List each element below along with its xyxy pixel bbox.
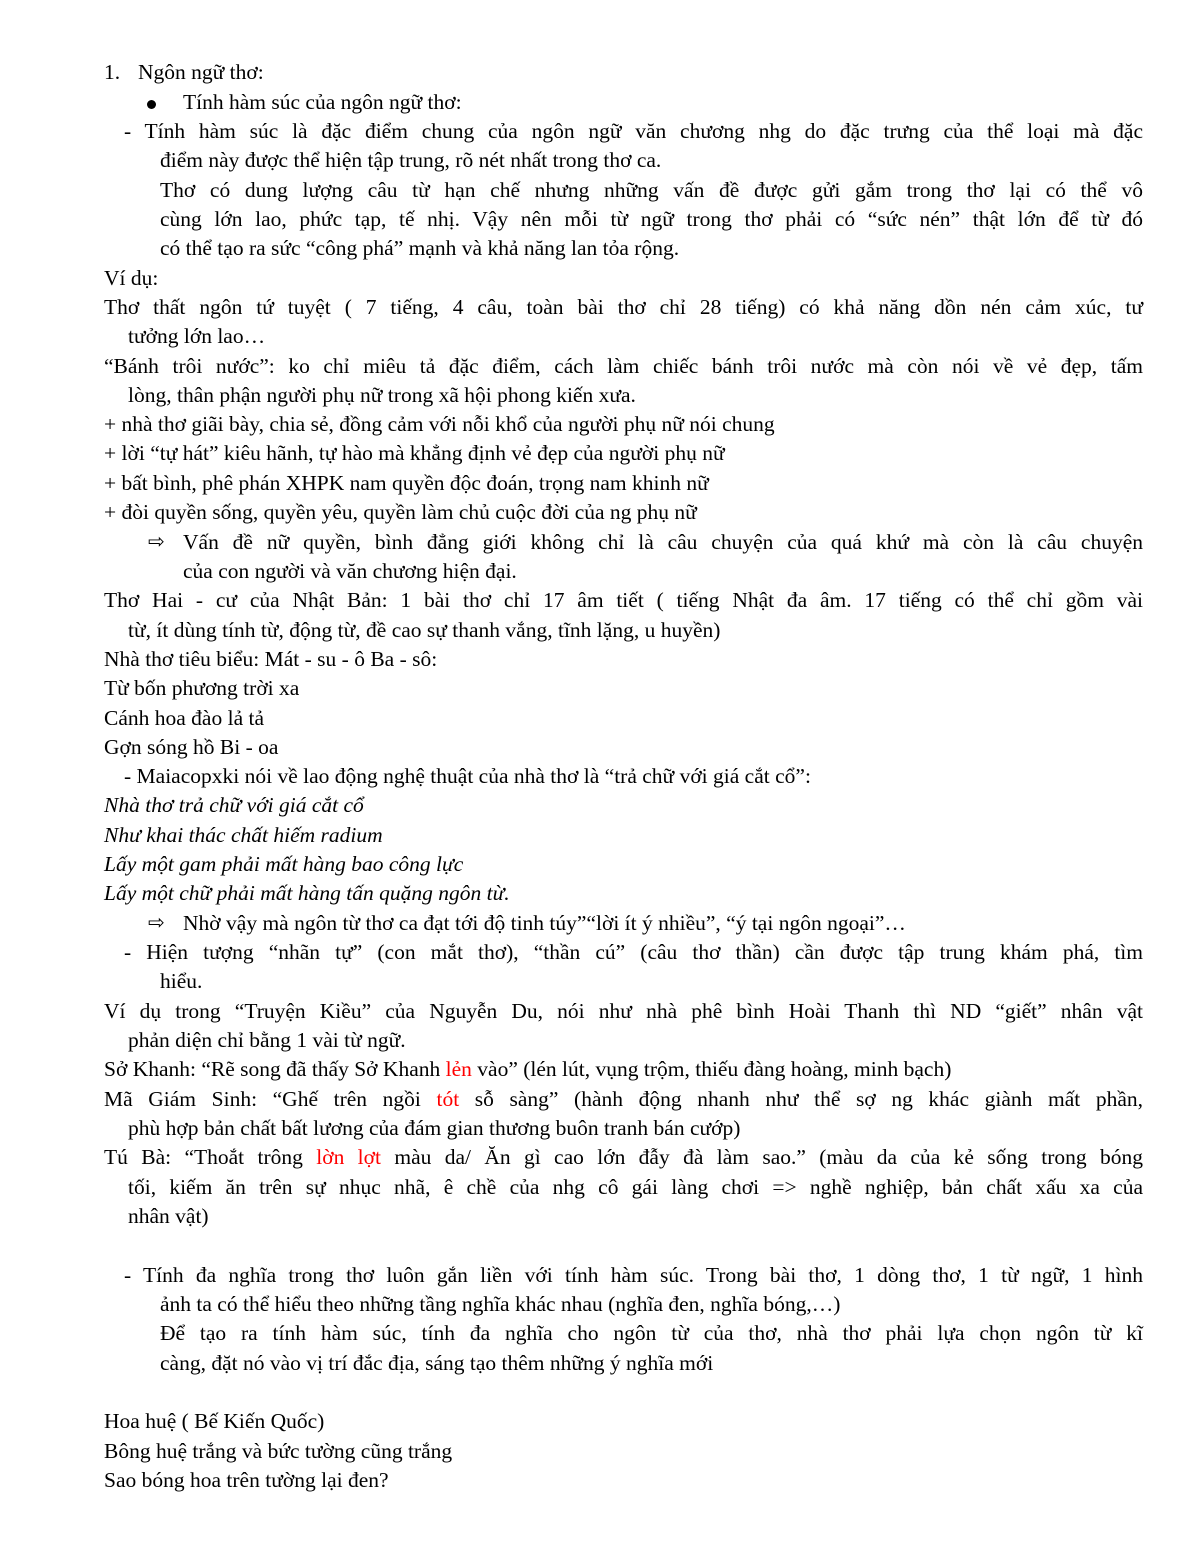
paragraph-line: ảnh ta có thể hiểu theo những tầng nghĩa khác nhau (nghĩa đen, nghĩa bóng,…) [160, 1292, 841, 1316]
paragraph-line: - Hiện tượng “nhãn tự” (con mắt thơ), “thần cú” (câu thơ thần) cần được tập trung khám phá, tìm [124, 940, 1143, 964]
example-ma-giam-sinh [104, 1085, 1143, 1114]
conclusion-line: Vấn đề nữ quyền, bình đẳng giới không chỉ là câu chuyện của quá khứ mà còn là câu chuyện [183, 530, 1143, 554]
text-run: vào” (lén lút, vụng trộm, thiếu đàng hoàng, minh bạch) [471, 1057, 952, 1081]
double-arrow-icon: ⇨ [148, 531, 165, 553]
list-item: + bất bình, phê phán XHPK nam quyền độc đoán, trọng nam khinh nữ [104, 471, 709, 495]
paragraph-line: nhân vật) [128, 1204, 209, 1228]
highlight-word: tót [436, 1087, 460, 1111]
heading-number: 1. [104, 60, 121, 84]
text-run: Tú Bà: “Thoắt trông [104, 1145, 317, 1169]
poem-line: Cánh hoa đào lả tả [104, 706, 265, 730]
paragraph-line: có thể tạo ra sức “công phá” mạnh và khả năng lan tỏa rộng. [160, 236, 680, 260]
list-item: + đòi quyền sống, quyền yêu, quyền làm chủ cuộc đời của ng phụ nữ [104, 500, 697, 524]
poem-line: Sao bóng hoa trên tường lại đen? [104, 1468, 389, 1492]
text-run: sỗ sàng” (hành động nhanh như thể sợ ng khác giành mất phần, [459, 1087, 1143, 1111]
subheading-text: Tính hàm súc của ngôn ngữ thơ: [183, 90, 462, 114]
bullet-icon [147, 100, 156, 109]
paragraph-line: - Maiacopxki nói về lao động nghệ thuật của nhà thơ là “trả chữ với giá cắt cổ”: [124, 764, 811, 788]
text-run: màu da/ Ăn gì cao lớn đẫy đà làm sao.” (màu da của kẻ sống trong bóng [381, 1145, 1143, 1169]
paragraph-line: - Tính hàm súc là đặc điểm chung của ngôn ngữ văn chương nhg do đặc trưng của thể loại mà đặc [124, 119, 1143, 143]
paragraph-line: càng, đặt nó vào vị trí đắc địa, sáng tạo thêm những ý nghĩa mới [160, 1351, 714, 1375]
paragraph-line: hiểu. [160, 969, 203, 993]
text-run: Sở Khanh: “Rẽ song đã thấy Sở Khanh [104, 1057, 446, 1081]
poem-line: Lấy một chữ phải mất hàng tấn quặng ngôn từ. [104, 881, 510, 905]
paragraph-line: điểm này được thể hiện tập trung, rõ nét nhất trong thơ ca. [160, 148, 662, 172]
paragraph-line: Thơ thất ngôn tứ tuyệt ( 7 tiếng, 4 câu, toàn bài thơ chỉ 28 tiếng) có khả năng dồn nén cảm xúc, tư [104, 295, 1143, 319]
poem-line: Lấy một gam phải mất hàng bao công lực [104, 852, 464, 876]
example-so-khanh [104, 1055, 1200, 1084]
paragraph-line: “Bánh trôi nước”: ko chỉ miêu tả đặc điểm, cách làm chiếc bánh trôi nước mà còn nói về vẻ đẹp, tấm [104, 354, 1143, 378]
highlight-word: lẻn [445, 1057, 472, 1081]
paragraph-line: lòng, thân phận người phụ nữ trong xã hội phong kiến xưa. [128, 383, 636, 407]
paragraph-line: phù hợp bản chất bất lương của đám gian thương buôn tranh bán cướp) [128, 1116, 741, 1140]
heading-text: Ngôn ngữ thơ: [138, 60, 264, 84]
example-label: Ví dụ: [104, 266, 159, 290]
poem-line: Từ bốn phương trời xa [104, 676, 300, 700]
conclusion-line: Nhờ vậy mà ngôn từ thơ ca đạt tới độ tinh túy”“lời ít ý nhiều”, “ý tại ngôn ngoại”… [183, 911, 906, 935]
list-item: + nhà thơ giãi bày, chia sẻ, đồng cảm với nỗi khổ của người phụ nữ nói chung [104, 412, 775, 436]
paragraph-line: tối, kiếm ăn trên sự nhục nhã, ê chề của nhg cô gái làng chơi => nghề nghiệp, bản chất xấu xa của [128, 1175, 1143, 1199]
paragraph-line: Để tạo ra tính hàm súc, tính đa nghĩa cho ngôn từ của thơ, nhà thơ phải lựa chọn ngôn từ kĩ [160, 1321, 1143, 1345]
poem-line: Nhà thơ trả chữ với giá cắt cổ [104, 793, 364, 817]
paragraph-line: Thơ có dung lượng câu từ hạn chế nhưng những vấn đề được gửi gắm trong thơ lại có thể vô [160, 178, 1143, 202]
highlight-word: lờn lợt [316, 1145, 381, 1169]
poem-line: Như khai thác chất hiếm radium [104, 823, 383, 847]
example-tu-ba [104, 1143, 1143, 1172]
poem-title: Hoa huệ ( Bế Kiến Quốc) [104, 1409, 325, 1433]
poem-line: Bông huệ trắng và bức tường cũng trắng [104, 1439, 453, 1463]
double-arrow-icon: ⇨ [148, 912, 165, 934]
paragraph-line: tưởng lớn lao… [128, 324, 266, 348]
text-run: Mã Giám Sinh: “Ghế trên ngồi [104, 1087, 437, 1111]
paragraph-line: từ, ít dùng tính từ, động từ, đề cao sự thanh vắng, tĩnh lặng, u huyền) [128, 618, 721, 642]
conclusion-line: của con người và văn chương hiện đại. [183, 559, 517, 583]
poem-line: Gợn sóng hồ Bi - oa [104, 735, 279, 759]
list-item: + lời “tự hát” kiêu hãnh, tự hào mà khẳng định vẻ đẹp của người phụ nữ [104, 441, 725, 465]
paragraph-line: - Tính đa nghĩa trong thơ luôn gắn liền với tính hàm súc. Trong bài thơ, 1 dòng thơ, 1 từ ngữ, 1 hình [124, 1263, 1143, 1287]
paragraph-line: cùng lớn lao, phức tạp, tế nhị. Vậy nên mỗi từ ngữ trong thơ phải có “sức nén” thật lớn để từ đó [160, 207, 1143, 231]
paragraph-line: phản diện chỉ bằng 1 vài từ ngữ. [128, 1028, 406, 1052]
paragraph-line: Thơ Hai - cư của Nhật Bản: 1 bài thơ chỉ 17 âm tiết ( tiếng Nhật đa âm. 17 tiếng có thể chỉ gồm vài [104, 588, 1143, 612]
paragraph-line: Ví dụ trong “Truyện Kiều” của Nguyễn Du, nói như nhà phê bình Hoài Thanh thì ND “giết” nhân vật [104, 999, 1143, 1023]
paragraph-line: Nhà thơ tiêu biểu: Mát - su - ô Ba - sô: [104, 647, 438, 671]
